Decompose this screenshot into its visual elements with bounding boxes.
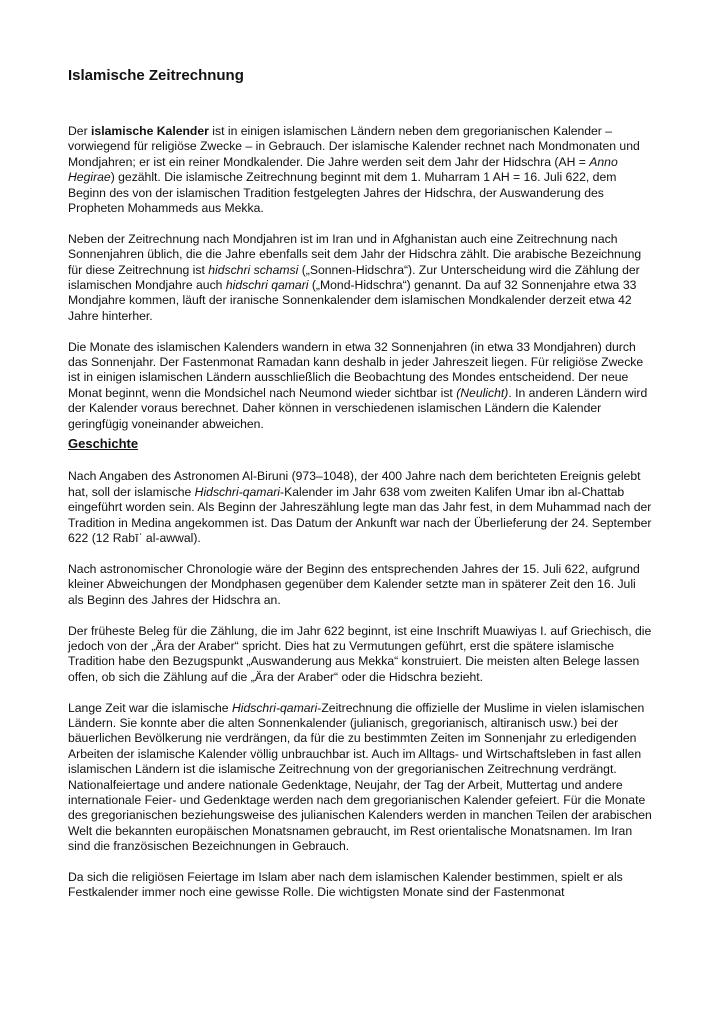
text: („Sonnen-Hidschra“). Zur Unterscheidung wird die Zählung der islamischen Mondjahre auch xyxy=(68,262,640,293)
paragraph-chronology: Nach astronomischer Chronologie wäre der Beginn des entsprechenden Jahres der 15. Juli 622, aufgrund kleiner Abweichungen der Mondphasen gegenüber dem Kalender setzte man in späterer Zeit den 16. Juli als Beginn des Jahres der Hidschra an. xyxy=(68,561,640,607)
bold-term: islamische Kalender xyxy=(91,124,209,138)
italic-term: (Neulicht) xyxy=(456,385,509,400)
text: („Mond-Hidschra“) genannt. Da auf 32 Sonnenjahre etwa 33 Mondjahre kommen, läuft der iranische Sonnenkalender dem islamischen Mondkalender derzeit etwa 42 Jahre hinterher. xyxy=(68,278,637,323)
text: -Zeitrechnung die offizielle der Muslime in vielen islamischen Ländern. Sie konnte aber die alten Sonnenkalender (julianisch, gregorianisch, altiranisch usw.) bei der bäuerlichen Bevölkerung nie verdrängen, da für die zu bestimmten Zeiten im Sonnenjahr zu erledigenden Arbeiten der islamische Kalender völlig unbrauchbar ist. Auch im Alltags- und Wirtschaftsleben in fast allen islamischen Ländern ist die islamische Zeitrechnung von der gregorianischen Zeitrechnung verdrängt. Nationalfeiertage und andere nationale Gedenktage, Neujahr, der Tag der Arbeit, Muttertag und andere internationale Feier- und Gedenktage werden nach dem gregorianischen Kalender gefeiert. Für die Monate des gregorianischen beziehungsweise des julianischen Kalenders werden in manchen Teilen der arabischen Welt die bekannten europäischen Monatsnamen gebraucht, im Rest orientalische Monatsnamen. Im Iran sind die französischen Bezeichnungen in Gebrauch. xyxy=(68,700,652,854)
section-heading-geschichte: Geschichte xyxy=(68,436,139,452)
paragraph-months xyxy=(68,340,654,432)
text: ) gezählt. Die islamische Zeitrechnung beginnt mit dem 1. Muharram 1 AH = 16. Juli 622, dem Beginn des von der islamischen Tradition festgelegten Jahres der Hidschra, der Auswanderung des Propheten Mohammeds aus Mekka. xyxy=(68,170,617,216)
text: Nach Angaben des Astronomen Al-Biruni (973–1048), der 400 Jahre nach dem berichteten Ereignis gelebt hat, soll der islamische xyxy=(68,469,641,499)
italic-term: hidschri schamsi xyxy=(208,262,299,277)
paragraph-solar xyxy=(68,232,654,324)
text: Neben der Zeitrechnung nach Mondjahren ist im Iran und in Afghanistan auch eine Zeitrechnung nach Sonnenjahren üblich, die die Jahre ebenfalls seit dem Jahr der Hidschra zählt. Die arabische Bezeichnung für diese Zeitrechnung ist xyxy=(68,231,642,277)
italic-term: Anno Hegirae xyxy=(68,154,618,185)
italic-term: Hidschri-qamari xyxy=(194,484,281,499)
italic-term: Hidschri-qamari xyxy=(231,700,318,715)
text: Der xyxy=(68,124,92,138)
paragraph-biruni xyxy=(68,469,654,546)
page-title: Islamische Zeitrechnung xyxy=(68,67,244,84)
text: -Kalender im Jahr 638 vom zweiten Kalifen Umar ibn al-Chattab eingeführt worden sein. Als Beginn der Jahreszählung legte man das Jahr fest, in dem Muhammad nach der Tradition in Medina angekommen ist. Das Datum der Ankunft war nach der Überlieferung der 24. September 622 (12 Rabīʿ al-awwal). xyxy=(68,484,652,546)
text: Die Monate des islamischen Kalenders wandern in etwa 32 Sonnenjahren (in etwa 33 Mondjahren) durch das Sonnenjahr. Der Fastenmonat Ramadan kann deshalb in jeder Jahreszeit liegen. Für religiöse Zwecke ist in einigen islamischen Ländern ausschließlich die Beobachtung des Mondes entscheidend. Der neue Monat beginnt, wenn die Mondsichel nach Neumond wieder sichtbar ist xyxy=(68,339,644,400)
italic-term: hidschri qamari xyxy=(225,278,309,293)
paragraph-feasts: Da sich die religiösen Feiertage im Islam aber nach dem islamischen Kalender bestimmen, spielt er als Festkalender immer noch eine gewisse Rolle. Die wichtigsten Monate sind der Fastenmonat xyxy=(68,869,623,900)
paragraph-inscription: Der früheste Beleg für die Zählung, die im Jahr 622 beginnt, ist eine Inschrift Muawiyas I. auf Griechisch, die jedoch von der „Ära der Araber“ spricht. Dies hat zu Vermutungen geführt, erst die spätere islamische Tradition habe den Bezugspunkt „Auswanderung aus Mekka“ konstruiert. Die meisten alten Belege lassen offen, ob sich die Zählung auf die „Ära der Araber“ oder die Hidschra bezieht. xyxy=(68,623,652,684)
text: . In anderen Ländern wird der Kalender voraus berechnet. Daher können in verschiedenen islamischen Ländern die Kalender geringfügig voneinander abweichen. xyxy=(68,385,648,431)
paragraph-official xyxy=(68,701,654,855)
text: Lange Zeit war die islamische xyxy=(68,700,232,715)
text: ist in einigen islamischen Ländern neben dem gregorianischen Kalender – vorwiegend für religiöse Zwecke – in Gebrauch. Der islamische Kalender rechnet nach Mondmonaten und Mondjahren; er ist ein reiner Mondkalender. Die Jahre werden seit dem Jahr der Hidschra (AH = xyxy=(68,124,640,169)
paragraph-intro xyxy=(68,124,654,216)
